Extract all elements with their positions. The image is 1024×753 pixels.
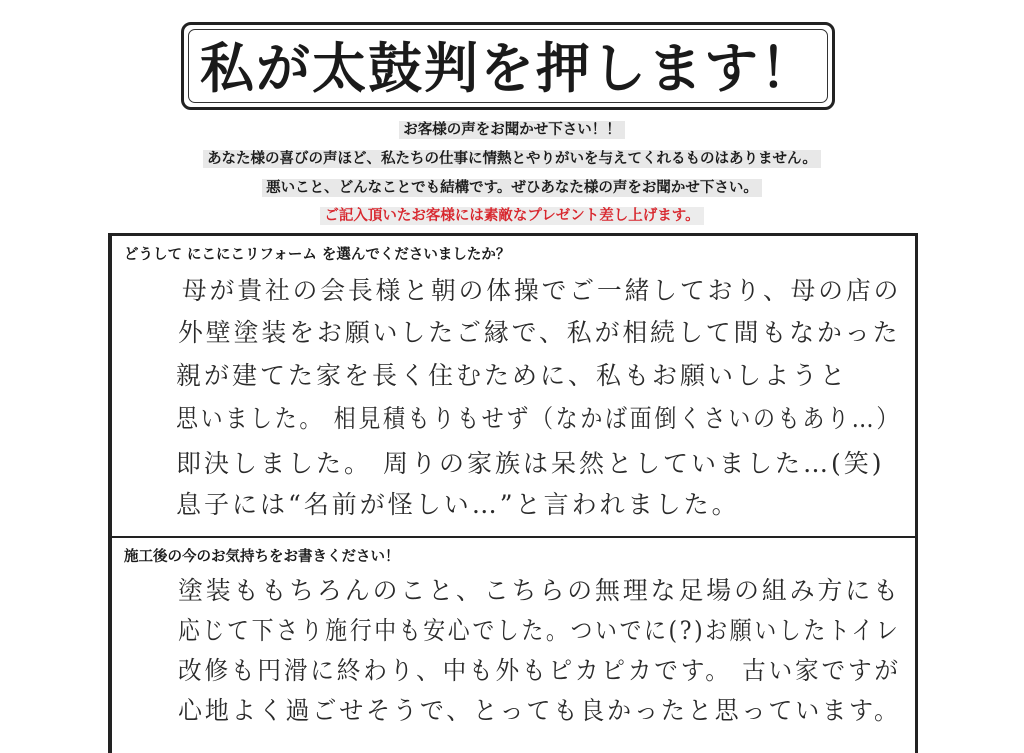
question-why-label: どうして にこにこリフォーム を選んでくださいましたか？ xyxy=(124,247,511,263)
title-frame xyxy=(181,22,835,110)
answer-feelings-line: 改修も円滑に終わり、中も外もピカピカです。 古い家ですが xyxy=(178,656,901,685)
intro-line-passion xyxy=(0,149,1024,169)
intro-line-anything xyxy=(0,178,1024,198)
survey-form xyxy=(108,233,918,753)
page-title: 私が太鼓判を押します！ xyxy=(200,37,816,100)
question-feelings-label: 施工後の今のお気持ちをお書きください！ xyxy=(124,549,400,565)
intro-line-present xyxy=(0,206,1024,226)
answer-why-line: 外壁塗装をお願いしたご縁で、私が相続して間もなかった xyxy=(178,318,901,347)
answer-feelings-line: 心地よく過ごせそうで、とっても良かったと思っています。 xyxy=(178,696,901,725)
intro-text: あなた様の喜びの声ほど、私たちの仕事に情熱とやりがいを与えてくれるものはありません。 xyxy=(203,150,821,168)
answer-why-line: 親が建てた家を長く住むために、私もお願いしようと xyxy=(176,361,849,390)
answer-why-line: 息子には“名前が怪しい…”と言われました。 xyxy=(176,490,740,519)
answer-why-line: 即決しました。 周りの家族は呆然としていました…(笑) xyxy=(176,449,885,478)
answer-why-line: 思いました。 相見積もりもせず（なかば面倒くさいのもあり…） xyxy=(176,404,902,433)
section-divider xyxy=(112,536,915,538)
intro-text: ご記入頂いたお客様には素敵なプレゼント差し上げます。 xyxy=(320,207,703,225)
intro-line-request xyxy=(0,120,1024,140)
intro-text: お客様の声をお聞かせ下さい！！ xyxy=(399,121,625,139)
answer-feelings-line: 応じて下さり施行中も安心でした。ついでに(?)お願いしたトイレ xyxy=(178,616,901,645)
answer-why-line: 母が貴社の会長様と朝の体操でご一緒しており、母の店の xyxy=(182,276,902,305)
intro-text: 悪いこと、どんなことでも結構です。ぜひあなた様の声をお聞かせ下さい。 xyxy=(262,179,762,197)
answer-feelings-line: 塗装ももちろんのこと、こちらの無理な足場の組み方にも xyxy=(178,576,901,605)
